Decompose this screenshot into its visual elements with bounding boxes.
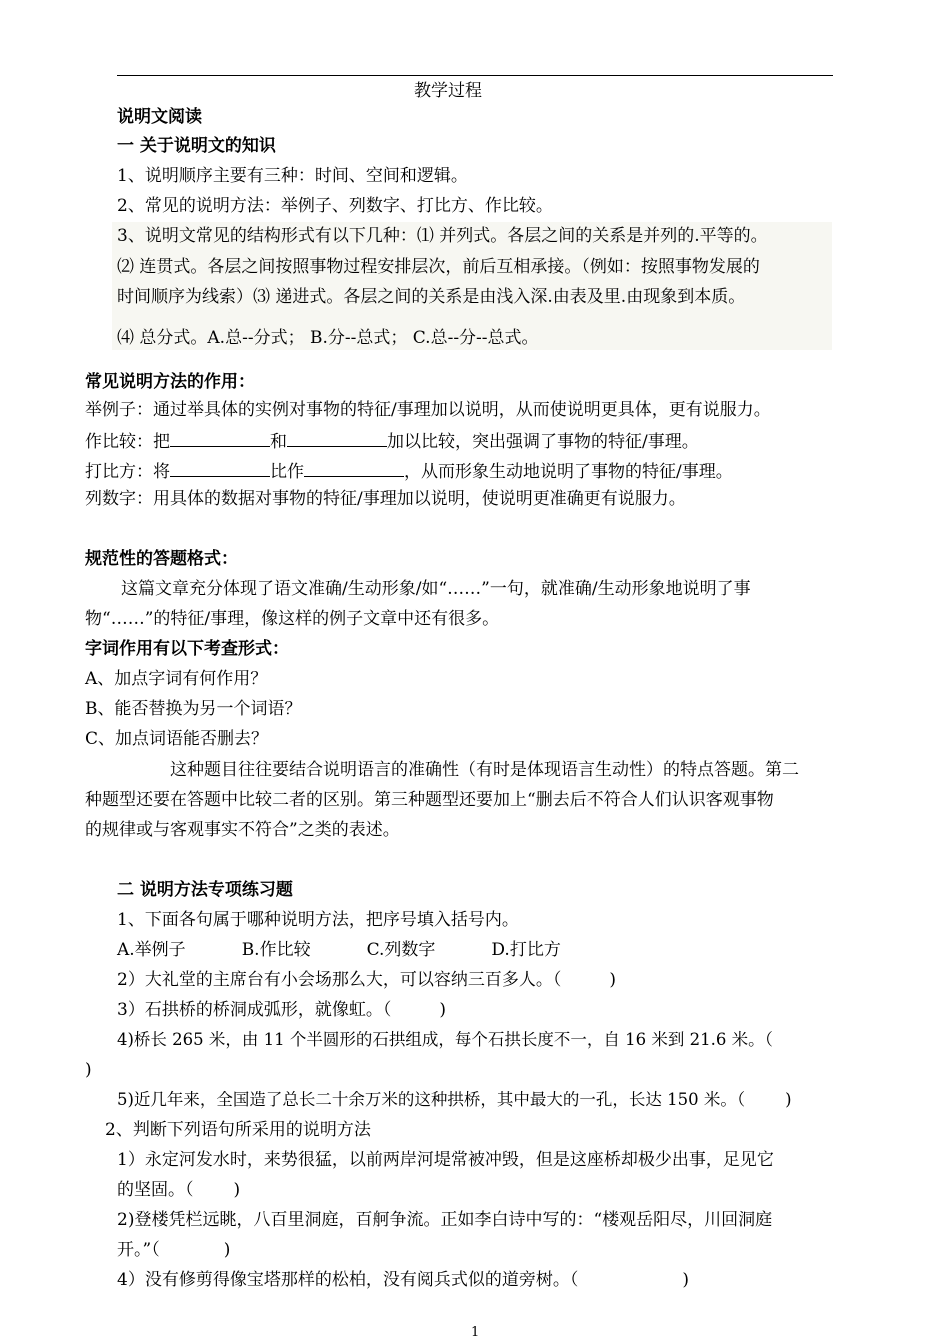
option: D.打比方 xyxy=(491,940,561,960)
exercise-item: 1）永定河发水时，来势很猛，以前两岸河堤常被冲毁，但是这座桥却极少出事，足见它 xyxy=(117,1150,774,1170)
text-line: 物“……”的特征/事理，像这样的例子文章中还有很多。 xyxy=(85,609,500,629)
section-heading: 说明文阅读 xyxy=(117,107,202,127)
text-line: 1、说明顺序主要有三种：时间、空间和逻辑。 xyxy=(117,166,468,186)
fill-blank[interactable] xyxy=(170,428,270,447)
text-line: 的规律或与客观事实不符合”之类的表述。 xyxy=(85,820,400,840)
text-line: 时间顺序为线索）⑶ 递进式。各层之间的关系是由浅入深.由表及里.由现象到本质。 xyxy=(117,287,746,307)
exercise-item xyxy=(117,1179,240,1201)
option: A.举例子 xyxy=(117,940,186,960)
method-analogy-a: 打比方：将 xyxy=(85,462,170,482)
exercise-item-text: 3）石拱桥的桥洞成弧形，就像虹。（ xyxy=(117,1000,392,1020)
text-line: 种题型还要在答题中比较二者的区别。第三种题型还要加上“删去后不符合人们认识客观事物 xyxy=(85,790,774,810)
text-line: 这篇文章充分体现了语文准确/生动形象/如“……”一句，就准确/生动形象地说明了事 xyxy=(121,579,751,599)
close-paren: ) xyxy=(233,1180,241,1200)
exercise-item xyxy=(117,1089,792,1111)
exercise-item xyxy=(117,1269,689,1291)
method-analogy xyxy=(85,458,733,483)
method-compare-b: 和 xyxy=(270,432,287,452)
methods-heading: 常见说明方法的作用： xyxy=(85,372,255,392)
words-heading: 字词作用有以下考查形式： xyxy=(85,639,289,659)
fill-blank[interactable] xyxy=(304,458,404,477)
method-analogy-b: 比作 xyxy=(270,462,304,482)
fill-blank[interactable] xyxy=(287,428,387,447)
exercise-heading: 二 说明方法专项练习题 xyxy=(117,880,293,900)
list-item: A、加点字词有何作用？ xyxy=(85,669,268,689)
text-line: 这种题目往往要结合说明语言的准确性（有时是体现语言生动性）的特点答题。第二 xyxy=(170,760,799,780)
exercise-item: 4)桥长 265 米，由 11 个半圆形的石拱组成，每个石拱长度不一，自 16 米到 21.6 米。（ xyxy=(117,1030,773,1049)
exercise-item-text: 开。”（ xyxy=(117,1240,160,1260)
close-paren: ) xyxy=(439,1000,446,1020)
close-paren: ) xyxy=(85,1060,92,1080)
exercise-item-text: 的坚固。（ xyxy=(117,1180,194,1200)
text-line: ⑵ 连贯式。各层之间按照事物过程安排层次，前后互相承接。（例如：按照事物发展的 xyxy=(117,257,760,277)
fill-blank[interactable] xyxy=(170,458,270,477)
option-row xyxy=(117,939,561,961)
exercise-item: 2)登楼凭栏远眺，八百里洞庭，百舸争流。正如李白诗中写的：“楼观岳阳尽，川回洞庭 xyxy=(117,1210,773,1230)
method-compare-c: 加以比较，突出强调了事物的特征/事理。 xyxy=(387,432,699,452)
list-item: B、能否替换为另一个词语？ xyxy=(85,699,302,719)
close-paren: ) xyxy=(682,1270,689,1290)
question: 2、判断下列语句所采用的说明方法 xyxy=(105,1120,371,1140)
method-numbers: 列数字：用具体的数据对事物的特征/事理加以说明，使说明更准确更有说服力。 xyxy=(85,489,686,509)
text-line: ⑷ 总分式。A.总--分式； B.分--总式； C.总--分--总式。 xyxy=(117,328,539,348)
option: C.列数字 xyxy=(366,940,436,960)
text-line: 2、常见的说明方法：举例子、列数字、打比方、作比较。 xyxy=(117,196,553,216)
section-subheading: 一 关于说明文的知识 xyxy=(117,136,276,156)
method-example: 举例子：通过举具体的实例对事物的特征/事理加以说明，从而使说明更具体，更有说服力。 xyxy=(85,400,771,420)
method-compare-a: 作比较：把 xyxy=(85,432,170,452)
method-analogy-c: ，从而形象生动地说明了事物的特征/事理。 xyxy=(404,462,733,482)
exercise-item-text: 4）没有修剪得像宝塔那样的松柏，没有阅兵式似的道旁树。（ xyxy=(117,1270,579,1290)
close-paren: ) xyxy=(609,970,616,990)
exercise-item-text: 2）大礼堂的主席台有小会场那么大，可以容纳三百多人。（ xyxy=(117,970,562,990)
close-paren: ) xyxy=(785,1090,792,1109)
option: B.作比较 xyxy=(241,940,311,960)
exercise-item xyxy=(117,1239,230,1261)
exercise-item-text: 5)近几年来，全国造了总长二十余万米的这种拱桥，其中最大的一孔，长达 150 米。（ xyxy=(117,1090,746,1109)
list-item: C、加点词语能否删去？ xyxy=(85,729,269,749)
exercise-item xyxy=(117,999,446,1021)
page-number: 1 xyxy=(471,1325,480,1340)
question: 1、下面各句属于哪种说明方法，把序号填入括号内。 xyxy=(117,910,519,930)
text-line: 3、说明文常见的结构形式有以下几种：⑴ 并列式。各层之间的关系是并列的.平等的。 xyxy=(117,226,768,246)
close-paren: ) xyxy=(223,1240,231,1260)
exercise-item xyxy=(117,969,616,991)
header-rule xyxy=(117,75,833,76)
method-compare xyxy=(85,428,699,453)
format-heading: 规范性的答题格式： xyxy=(85,549,238,569)
page-title: 教学过程 xyxy=(414,81,482,101)
